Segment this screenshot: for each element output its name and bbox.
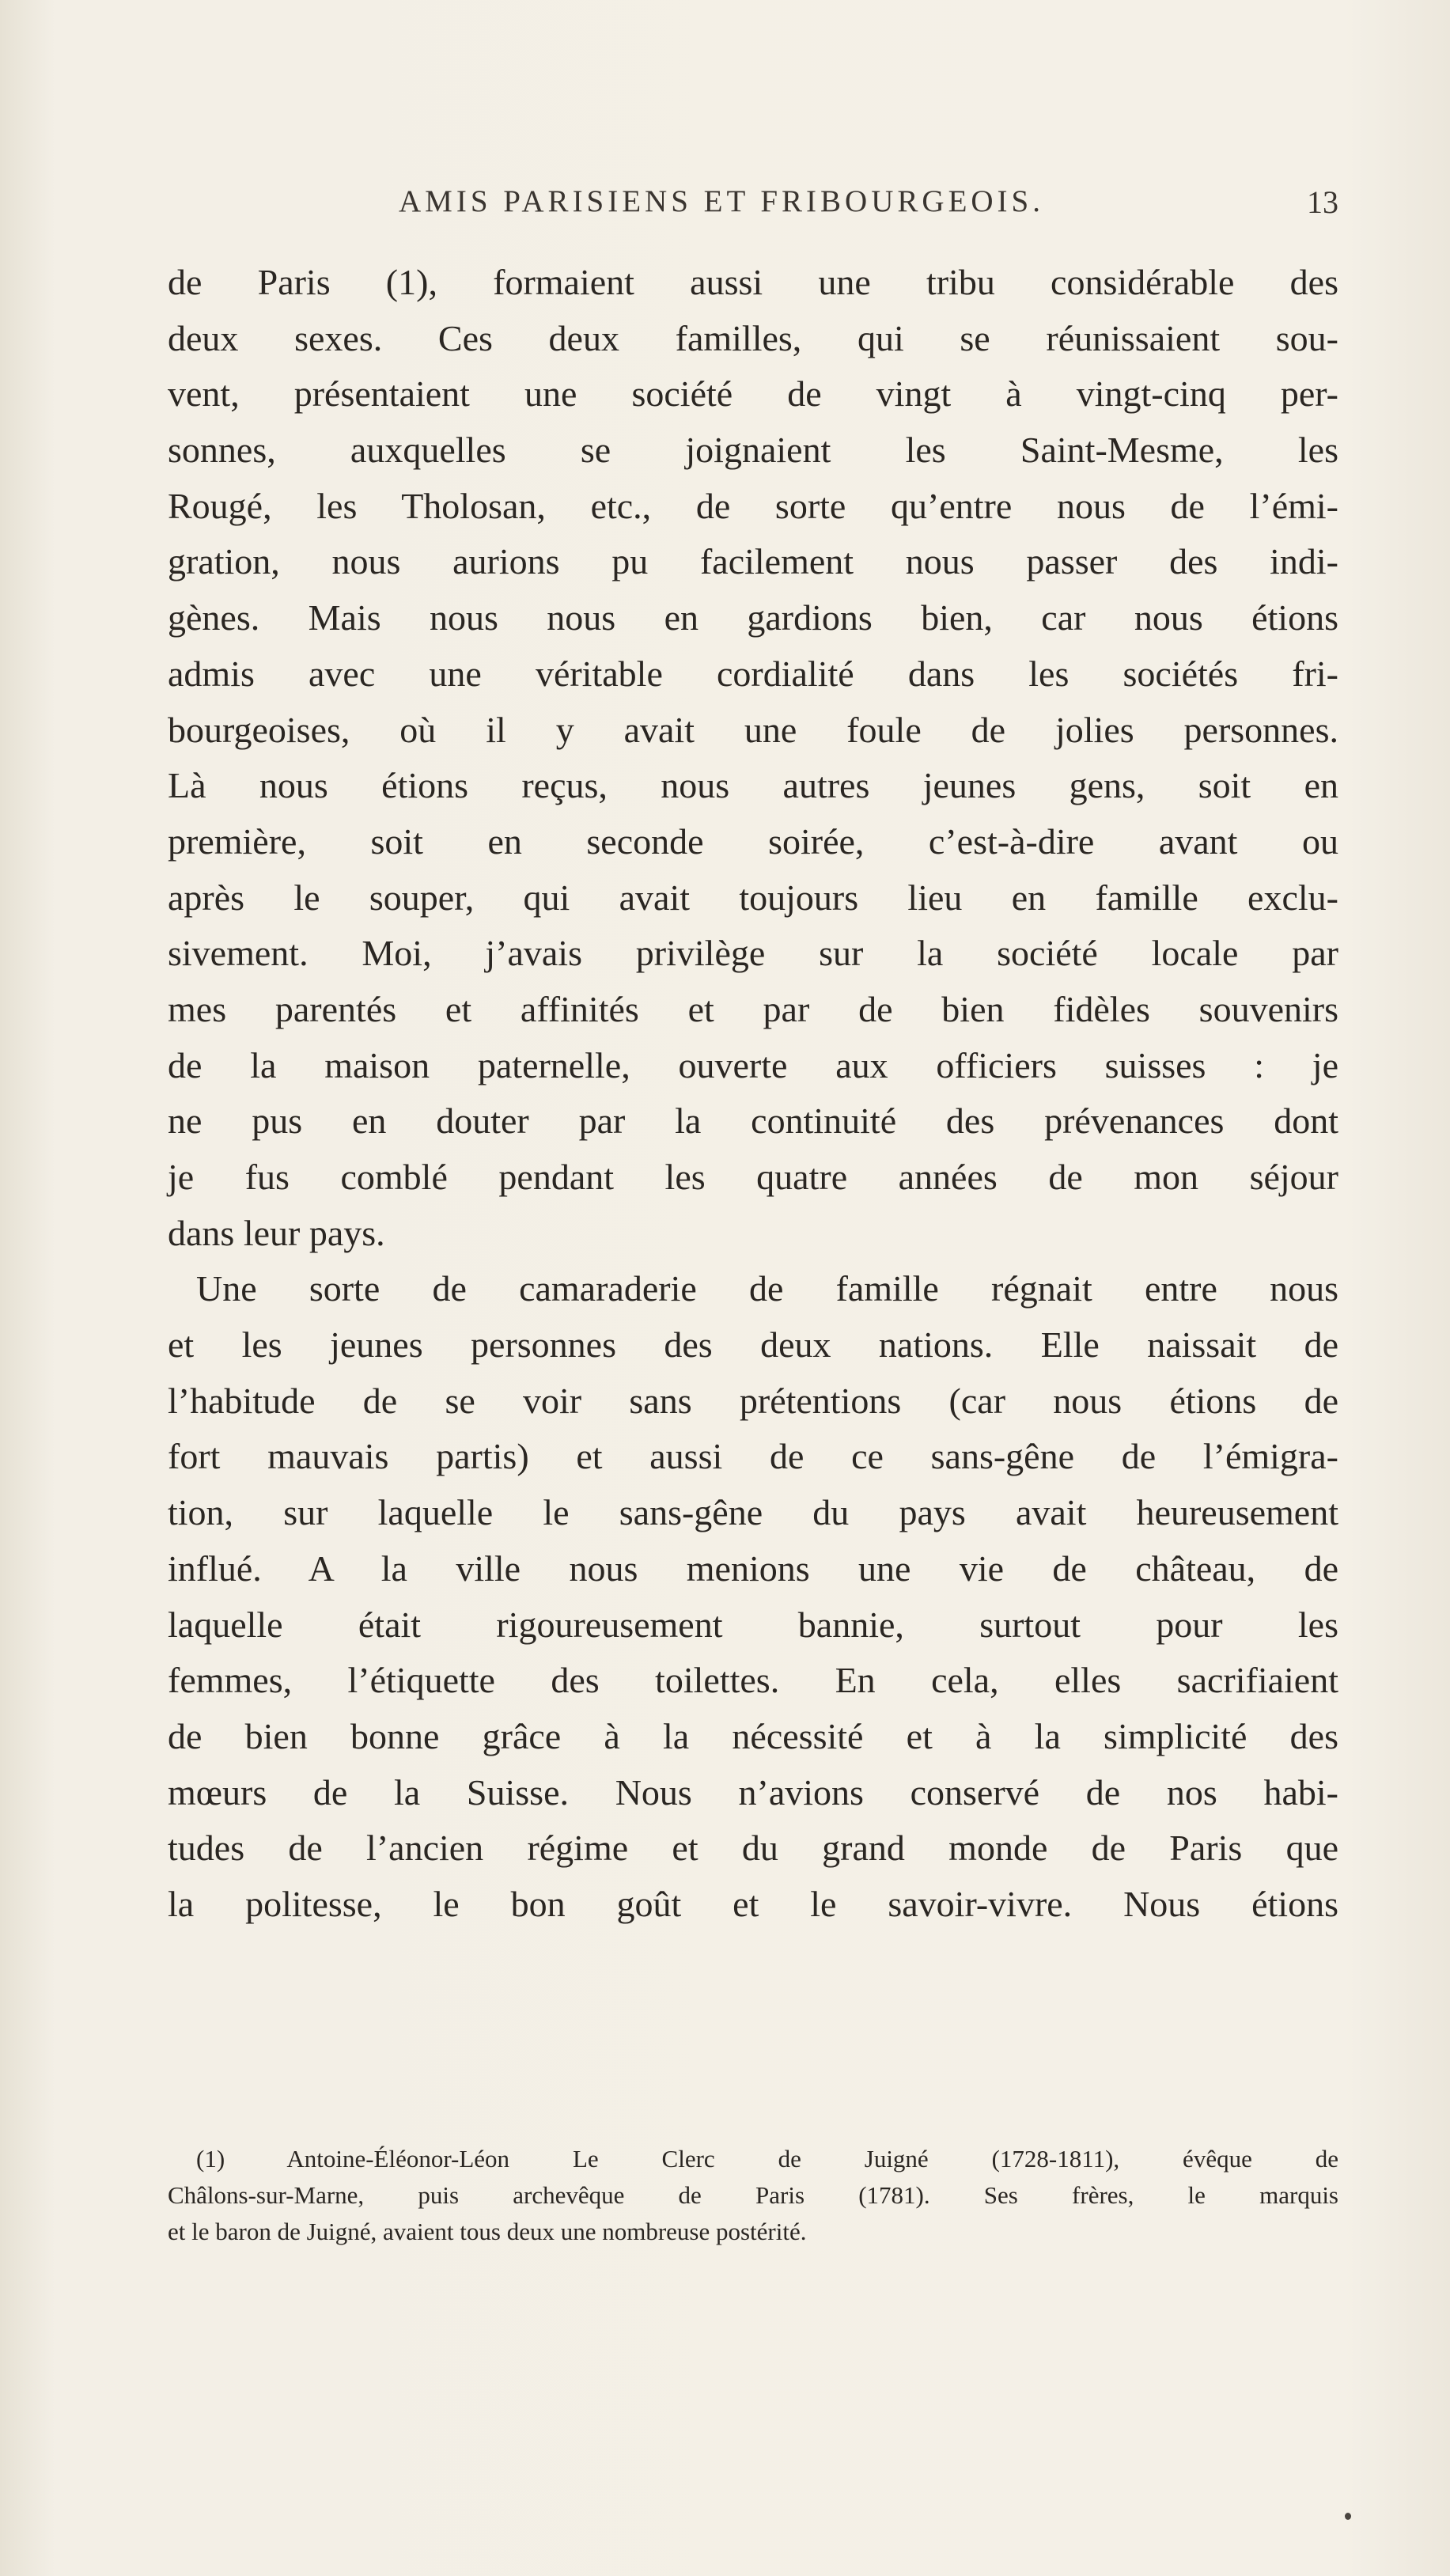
text-line: influé. A la ville nous menions une vie de château, de — [168, 1547, 1338, 1589]
text-line: laquelle était rigoureusement bannie, surtout pour les — [168, 1604, 1338, 1645]
text-line: de bien bonne grâce à la nécessité et à la simplicité des — [168, 1715, 1338, 1756]
running-title: AMIS PARISIENS ET FRIBOURGEOIS. — [399, 184, 1044, 218]
text-line: vent, présentaient une société de vingt à vingt-cinq per- — [168, 373, 1338, 415]
paragraph-1 — [168, 255, 1338, 1261]
text-line: première, soit en seconde soirée, c’est-à-dire avant ou — [168, 820, 1338, 862]
text-line: de la maison paternelle, ouverte aux officiers suisses : je — [168, 1044, 1338, 1085]
body-text — [168, 255, 1338, 1933]
text-line: je fus comblé pendant les quatre années de mon séjour — [168, 1157, 1338, 1197]
text-line: de Paris (1), formaient aussi une tribu considérable des — [168, 262, 1338, 302]
text-line: Rougé, les Tholosan, etc., de sorte qu’entre nous de l’émi- — [168, 485, 1338, 526]
text-line: tion, sur laquelle le sans-gêne du pays avait heureusement — [168, 1492, 1338, 1533]
text-line: la politesse, le bon goût et le savoir-vivre. Nous étions — [168, 1883, 1338, 1924]
footnote-line: et le baron de Juigné, avaient tous deux une nombreuse postérité. — [168, 2218, 807, 2245]
text-line: mœurs de la Suisse. Nous n’avions conservé de nos habi- — [168, 1771, 1338, 1813]
text-line: dans leur pays. — [168, 1212, 385, 1253]
text-line: mes parentés et affinités et par de bien fidèles souvenirs — [168, 988, 1338, 1029]
text-line: sivement. Moi, j’avais privilège sur la société locale par — [168, 933, 1338, 974]
text-line: femmes, l’étiquette des toilettes. En cela, elles sacrifiaient — [168, 1660, 1338, 1701]
footnote-line: (1) Antoine-Éléonor-Léon Le Clerc de Juigné (1728-1811), évêque de — [196, 2145, 1338, 2173]
text-line: bourgeoises, où il y avait une foule de jolies personnes. — [168, 709, 1338, 750]
text-line: et les jeunes personnes des deux nations. Elle naissait de — [168, 1324, 1338, 1366]
text-line: Là nous étions reçus, nous autres jeunes gens, soit en — [168, 765, 1338, 806]
text-line: Une sorte de camaraderie de famille régnait entre nous — [196, 1268, 1338, 1309]
text-line: deux sexes. Ces deux familles, qui se réunissaient sou- — [168, 317, 1338, 358]
footnote-line: Châlons-sur-Marne, puis archevêque de Paris (1781). Ses frères, le marquis — [168, 2181, 1338, 2209]
paragraph-2 — [168, 1261, 1338, 1932]
text-line: l’habitude de se voir sans prétentions (car nous étions de — [168, 1380, 1338, 1421]
footnote — [168, 2141, 1338, 2250]
page-number: 13 — [1307, 184, 1338, 220]
text-line: ne pus en douter par la continuité des prévenances dont — [168, 1100, 1338, 1142]
running-head — [168, 184, 1338, 231]
text-line: sonnes, auxquelles se joignaient les Saint-Mesme, les — [168, 430, 1338, 471]
text-line: fort mauvais partis) et aussi de ce sans-gêne de l’émigra- — [168, 1436, 1338, 1477]
text-line: après le souper, qui avait toujours lieu en famille exclu- — [168, 877, 1338, 918]
text-line: gènes. Mais nous nous en gardions bien, car nous étions — [168, 597, 1338, 638]
text-line: tudes de l’ancien régime et du grand monde de Paris que — [168, 1828, 1338, 1869]
text-line: gration, nous aurions pu facilement nous passer des indi- — [168, 541, 1338, 582]
text-line: admis avec une véritable cordialité dans les sociétés fri- — [168, 653, 1338, 694]
ink-speck — [1345, 2513, 1351, 2520]
